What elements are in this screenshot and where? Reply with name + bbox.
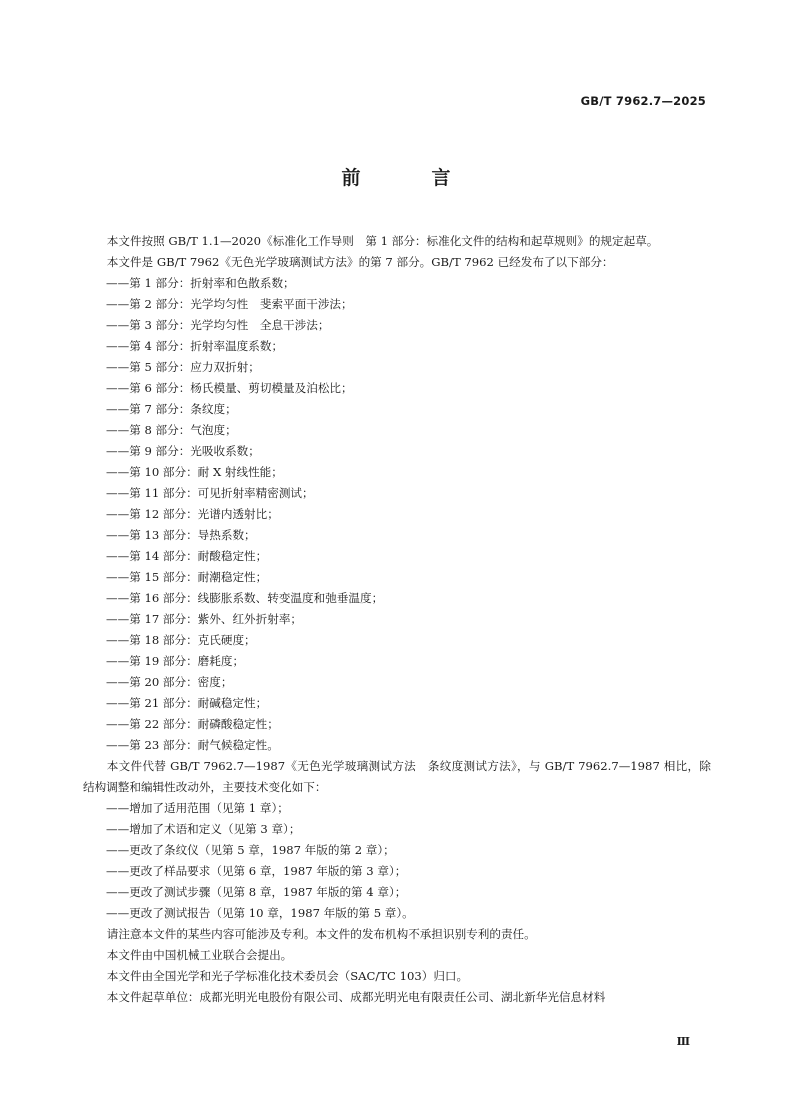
list-item: ——第 1 部分：折射率和色散系数； — [106, 276, 295, 290]
list-item: ——增加了术语和定义（见第 3 章）； — [106, 822, 301, 836]
para-drafting: 本文件起草单位：成都光明光电股份有限公司、成都光明光电有限责任公司、湖北新华光信息材料 — [106, 990, 606, 1004]
list-item: ——第 7 部分：条纹度； — [106, 402, 237, 416]
list-item: ——第 14 部分：耐酸稳定性； — [106, 549, 268, 563]
para-centralized: 本文件由全国光学和光子学标准化技术委员会（SAC/TC 103）归口。 — [106, 969, 469, 983]
list-item: ——第 17 部分：紫外、红外折射率； — [106, 612, 303, 626]
para-replace: 本文件代替 GB/T 7962.7—1987《无色光学玻璃测试方法 条纹度测试方法》，与 GB/T 7962.7—1987 相比，除结构调整和编辑性改动外，主要技术变化如下： — [83, 759, 711, 794]
list-item: ——更改了测试步骤（见第 8 章，1987 年版的第 4 章）； — [106, 885, 407, 899]
list-item: ——第 20 部分：密度； — [106, 675, 233, 689]
list-item: ——第 5 部分：应力双折射； — [106, 360, 260, 374]
document-body — [83, 231, 711, 1008]
list-item: ——第 3 部分：光学均匀性 全息干涉法； — [106, 318, 330, 332]
list-item: ——更改了测试报告（见第 10 章，1987 年版的第 5 章）。 — [106, 906, 414, 920]
list-item: ——第 2 部分：光学均匀性 斐索平面干涉法； — [106, 297, 353, 311]
list-item: ——第 8 部分：气泡度； — [106, 423, 237, 437]
list-item: ——更改了条纹仪（见第 5 章，1987 年版的第 2 章）； — [106, 843, 395, 857]
para-intro-2: 本文件是 GB/T 7962《无色光学玻璃测试方法》的第 7 部分。GB/T 7962 已经发布了以下部分： — [106, 255, 614, 269]
parts-list — [83, 273, 711, 756]
list-item: ——第 23 部分：耐气候稳定性。 — [106, 738, 279, 752]
list-item: ——第 15 部分：耐潮稳定性； — [106, 570, 268, 584]
para-intro-1: 本文件按照 GB/T 1.1—2020《标准化工作导则 第 1 部分：标准化文件的结构和起草规则》的规定起草。 — [106, 234, 659, 248]
standard-code: GB/T 7962.7—2025 — [580, 94, 706, 108]
list-item: ——第 12 部分：光谱内透射比； — [106, 507, 279, 521]
para-proposed: 本文件由中国机械工业联合会提出。 — [106, 948, 293, 962]
list-item: ——第 9 部分：光吸收系数； — [106, 444, 260, 458]
list-item: ——第 4 部分：折射率温度系数； — [106, 339, 284, 353]
list-item: ——增加了适用范围（见第 1 章）； — [106, 801, 289, 815]
page-title: 前 言 — [341, 167, 477, 189]
list-item: ——第 18 部分：克氏硬度； — [106, 633, 256, 647]
list-item: ——第 16 部分：线膨胀系数、转变温度和弛垂温度； — [106, 591, 384, 605]
list-item: ——第 22 部分：耐磷酸稳定性； — [106, 717, 279, 731]
list-item: ——第 21 部分：耐碱稳定性； — [106, 696, 268, 710]
list-item: ——第 13 部分：导热系数； — [106, 528, 256, 542]
list-item: ——第 19 部分：磨耗度； — [106, 654, 245, 668]
list-item: ——第 10 部分：耐 X 射线性能； — [106, 465, 283, 479]
page-number: Ⅲ — [676, 1035, 690, 1048]
para-patent: 请注意本文件的某些内容可能涉及专利。本文件的发布机构不承担识别专利的责任。 — [106, 927, 536, 941]
list-item: ——第 11 部分：可见折射率精密测试； — [106, 486, 314, 500]
list-item: ——第 6 部分：杨氏模量、剪切模量及泊松比； — [106, 381, 353, 395]
changes-list — [83, 798, 711, 924]
list-item: ——更改了样品要求（见第 6 章，1987 年版的第 3 章）； — [106, 864, 407, 878]
